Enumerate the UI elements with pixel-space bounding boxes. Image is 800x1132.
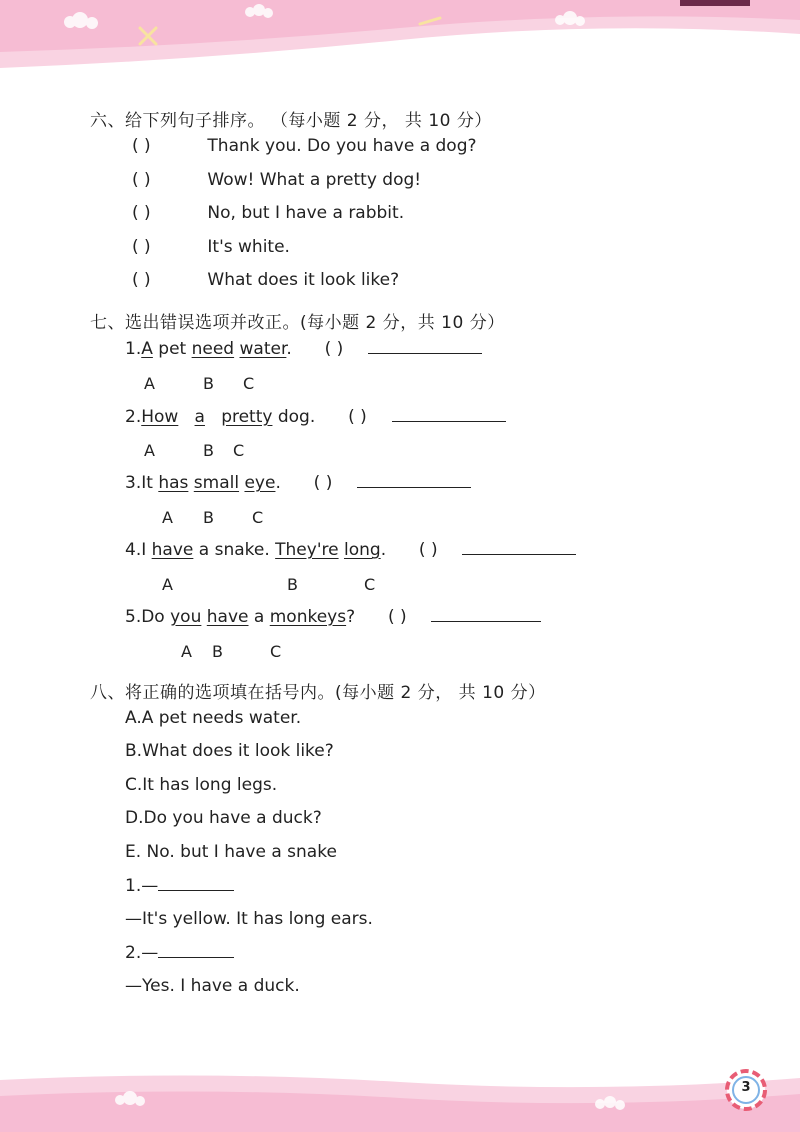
sentence-text: Wow! What a pretty dog! — [207, 170, 422, 190]
text-fragment: ? — [346, 607, 356, 627]
correction-blank[interactable] — [392, 420, 506, 422]
answer-blank[interactable] — [158, 889, 234, 891]
option-b-word: a — [194, 407, 205, 427]
option-b-word: They're — [275, 540, 339, 560]
option-b-word: need — [191, 339, 235, 359]
question-number: 1.— — [125, 876, 159, 896]
page-number-badge — [724, 1068, 768, 1112]
option-b-word: small — [193, 473, 240, 493]
option-c-word: long — [343, 540, 381, 560]
option-label-b: B — [203, 441, 214, 460]
option-label-c: C — [233, 441, 245, 460]
option-label-b: B — [212, 642, 223, 661]
answer-parenthesis[interactable]: ( ) — [132, 203, 151, 223]
answer-parenthesis[interactable]: ( ) — [387, 607, 407, 627]
option-a-word: A — [141, 339, 153, 359]
option-label-c: C — [270, 642, 282, 661]
option-label-c: C — [243, 374, 255, 393]
answer-blank[interactable] — [158, 956, 234, 958]
option-c-word: pretty — [221, 407, 273, 427]
order-item-2 — [132, 170, 421, 190]
choice-c: C.It has long legs. — [125, 775, 278, 795]
error-question-1 — [125, 339, 482, 359]
section-6-heading: 六、给下列句子排序。 （每小题 2 分， 共 10 分） — [90, 111, 492, 131]
dialogue-2-answer: —Yes. I have a duck. — [125, 976, 300, 996]
option-label-b: B — [203, 374, 214, 393]
answer-parenthesis[interactable]: ( ) — [313, 473, 333, 493]
answer-parenthesis[interactable]: ( ) — [348, 407, 367, 427]
option-label-a: A — [144, 374, 155, 393]
text-fragment: . — [275, 473, 281, 493]
correction-blank[interactable] — [462, 553, 576, 555]
question-number: 5.Do — [125, 607, 171, 627]
option-label-a: A — [181, 642, 192, 661]
correction-blank[interactable] — [431, 620, 541, 622]
sentence-text: It's white. — [207, 237, 290, 257]
order-item-5 — [132, 270, 399, 290]
text-fragment: a — [248, 607, 270, 627]
question-number: 1. — [125, 339, 142, 359]
question-number: 2. — [125, 407, 142, 427]
answer-parenthesis[interactable]: ( ) — [418, 540, 438, 560]
option-label-a: A — [162, 575, 173, 594]
answer-parenthesis[interactable]: ( ) — [132, 237, 151, 257]
text-fragment: dog. — [272, 407, 316, 427]
option-label-c: C — [252, 508, 264, 527]
order-item-1 — [132, 136, 477, 156]
error-question-5 — [125, 607, 541, 627]
option-a-word: has — [158, 473, 189, 493]
option-a-word: How — [141, 407, 179, 427]
option-label-a: A — [144, 441, 155, 460]
option-c-word: eye — [244, 473, 276, 493]
error-question-3 — [125, 473, 471, 493]
dialogue-1-answer: —It's yellow. It has long ears. — [125, 909, 373, 929]
correction-blank[interactable] — [357, 486, 471, 488]
question-number: 4.I — [125, 540, 152, 560]
answer-parenthesis[interactable]: ( ) — [132, 136, 151, 156]
choice-b: B.What does it look like? — [125, 741, 334, 761]
option-b-word: have — [206, 607, 249, 627]
dialogue-1-question — [125, 876, 234, 896]
option-label-a: A — [162, 508, 173, 527]
text-fragment: pet — [152, 339, 192, 359]
text-fragment — [205, 407, 221, 427]
question-number: 3.It — [125, 473, 159, 493]
choice-d: D.Do you have a duck? — [125, 808, 322, 828]
question-number: 2.— — [125, 943, 159, 963]
text-fragment: a snake. — [193, 540, 276, 560]
top-decorative-banner — [0, 0, 800, 70]
choice-e: E. No. but I have a snake — [125, 842, 337, 862]
option-c-word: water — [239, 339, 287, 359]
option-a-word: you — [170, 607, 202, 627]
option-label-b: B — [287, 575, 298, 594]
text-fragment: . — [380, 540, 387, 560]
order-item-4 — [132, 237, 290, 257]
text-fragment — [178, 407, 194, 427]
section-7-heading: 七、选出错误选项并改正。(每小题 2 分，共 10 分） — [90, 313, 505, 333]
error-question-2 — [125, 407, 506, 427]
page-number: 3 — [741, 1080, 751, 1095]
sentence-text: What does it look like? — [207, 270, 400, 290]
choice-a: A.A pet needs water. — [125, 708, 302, 728]
error-question-4 — [125, 540, 576, 560]
text-fragment: . — [286, 339, 292, 359]
answer-parenthesis[interactable]: ( ) — [324, 339, 344, 359]
answer-parenthesis[interactable]: ( ) — [132, 170, 151, 190]
sentence-text: Thank you. Do you have a dog? — [207, 136, 477, 156]
dialogue-2-question — [125, 943, 234, 963]
correction-blank[interactable] — [368, 352, 482, 354]
option-a-word: have — [151, 540, 194, 560]
section-8-heading: 八、将正确的选项填在括号内。(每小题 2 分， 共 10 分） — [90, 683, 546, 703]
option-label-b: B — [203, 508, 214, 527]
option-c-word: monkeys — [269, 607, 347, 627]
bottom-decorative-banner — [0, 1060, 800, 1132]
answer-parenthesis[interactable]: ( ) — [132, 270, 151, 290]
sentence-text: No, but I have a rabbit. — [207, 203, 405, 223]
order-item-3 — [132, 203, 404, 223]
option-label-c: C — [364, 575, 376, 594]
